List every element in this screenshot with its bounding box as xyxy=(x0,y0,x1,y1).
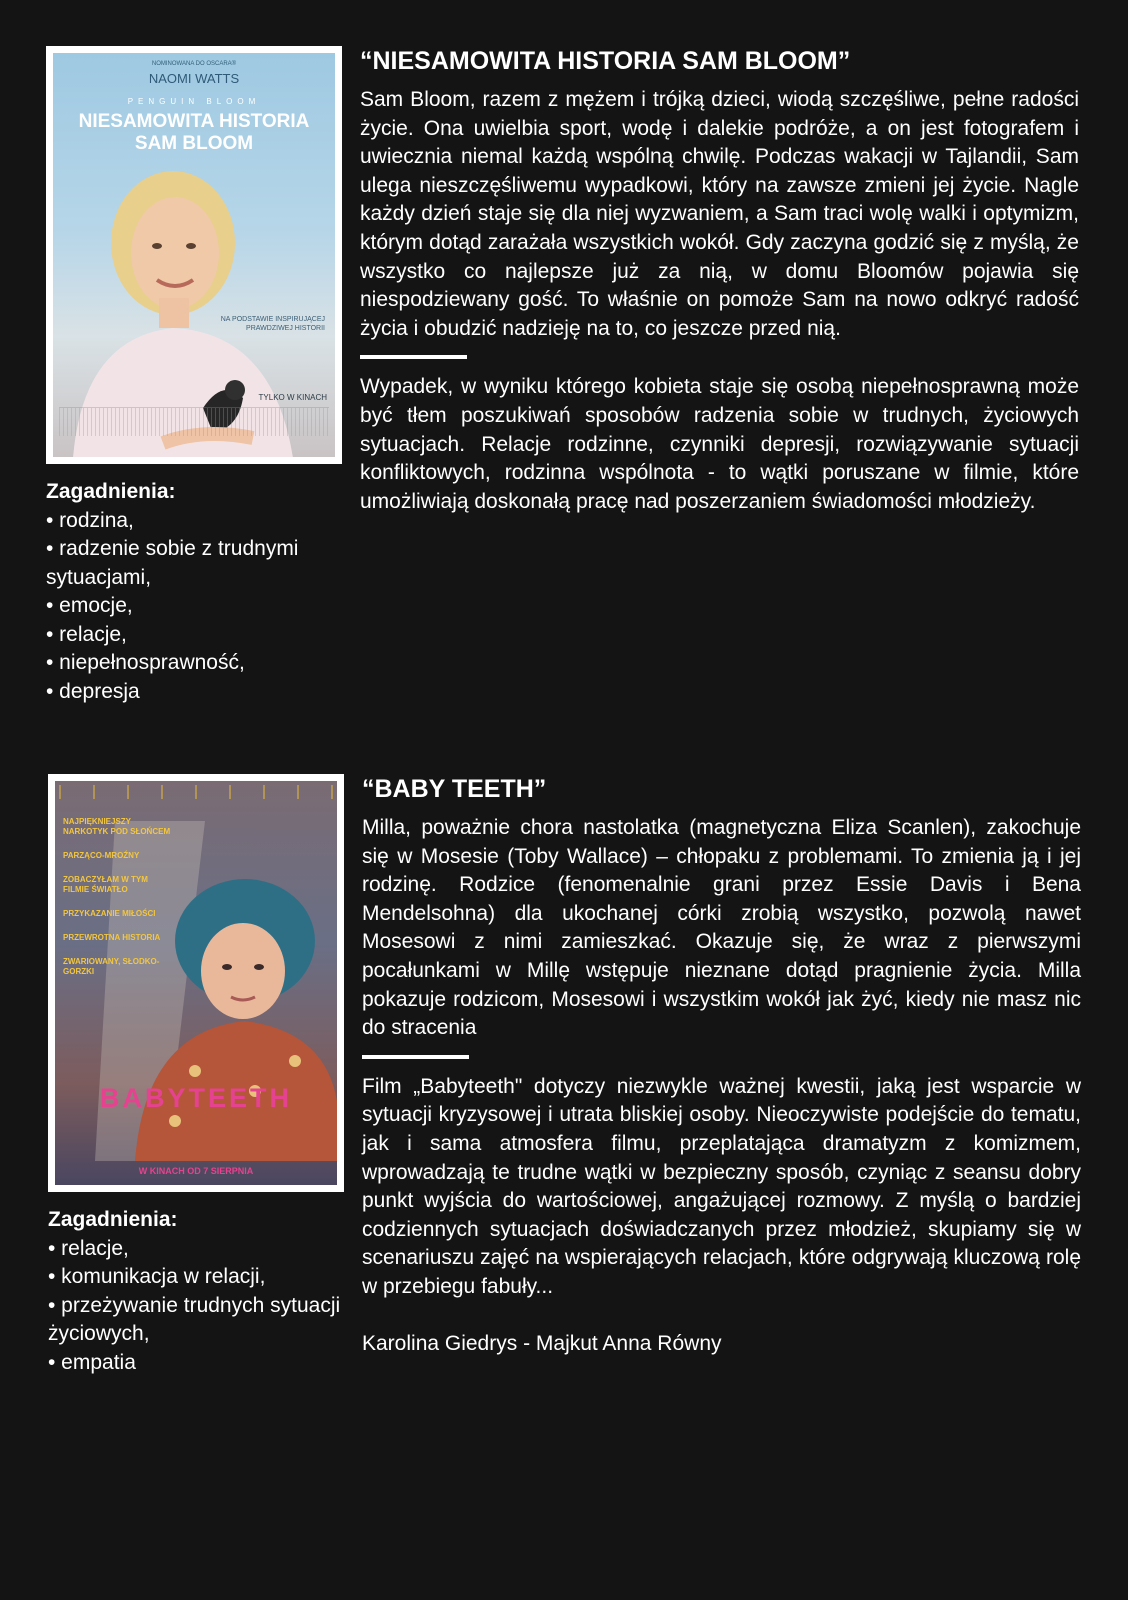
film-commentary: Wypadek, w wyniku którego kobieta staje się osobą niepełnosprawną może być tłem poszukiwań sposobów radzenia sobie w trudnych, życiowych sytuacjach. Relacje rodzinne, czynniki depresji, rozwiązywanie sytuacji konfliktowych, rodzinna wspólnota - to wątki poruszane w filmie, które umożliwiają doskonałą pracę nad poszerzaniem świadomości młodzieży. xyxy=(360,375,1079,513)
poster-title-line2: SAM BLOOM xyxy=(134,133,254,154)
topic-item: • niepełnosprawność, xyxy=(46,651,245,674)
poster-tagline-line2: PRAWDZIWEJ HISTORII xyxy=(246,325,325,332)
film-sidebar xyxy=(46,46,346,706)
topics-heading: Zagadnienia: xyxy=(48,1208,178,1231)
topic-item: • emocje, xyxy=(46,594,133,617)
poster-original-title: PENGUIN BLOOM xyxy=(127,97,261,106)
poster-release: W KINACH OD 7 SIERPNIA xyxy=(138,1166,254,1176)
topics-list xyxy=(46,478,346,706)
film-description: Milla, poważnie chora nastolatka (magnetyczna Eliza Scanlen), zakochuje się w Mosesie (Toby Wallace) – chłopaku z problemami. To zmienia ją i jej rodzinę. Rodzice (fenomenalnie grani przez Essie Davis i Bena Mendelsohna) dla ukochanej córki zrobią wszystko, pozwolą nawet Mosesowi z nimi zamieszkać. Okazuje się, że wraz z pierwszymi pocałunkami w Millę wstępuje nieznane dotąd pragnienie życia. Milla pokazuje rodzicom, Mosesowi i wszystkim wokół jak żyć, kiedy nie masz nic do stracenia xyxy=(362,816,1081,1040)
poster-quote: PRZYKAZANIE MIŁOŚCI xyxy=(63,909,156,918)
author-credit: Karolina Giedrys - Majkut Anna Równy xyxy=(362,1331,722,1355)
poster-review-quotes xyxy=(63,817,173,977)
film-title: “BABY TEETH” xyxy=(362,775,547,803)
poster-quote: ZWARIOWANY, SŁODKO-GORZKI xyxy=(63,957,160,976)
topic-item: • relacje, xyxy=(48,1236,129,1260)
film-title: “NIESAMOWITA HISTORIA SAM BLOOM” xyxy=(360,47,851,75)
poster-release: TYLKO W KINACH xyxy=(258,393,327,402)
poster-nomination: NOMINOWANA DO OSCARA® xyxy=(151,61,237,67)
poster-credits-block xyxy=(59,407,329,436)
poster-actor: NAOMI WATTS xyxy=(148,71,240,86)
topics-list xyxy=(48,1206,348,1377)
section-divider xyxy=(360,355,467,359)
topic-item: • komunikacja w relacji, xyxy=(48,1265,266,1288)
topics-heading: Zagadnienia: xyxy=(46,480,176,503)
poster-laurels xyxy=(59,785,333,799)
poster-quote: PARZĄCO-MROŹNY xyxy=(63,851,140,860)
topic-item: • relacje, xyxy=(46,622,127,646)
film-sidebar xyxy=(48,774,348,1377)
topic-item: • przeżywanie trudnych sytuacji życiowych, xyxy=(48,1293,341,1345)
film-poster xyxy=(46,46,342,464)
topic-item: • empatia xyxy=(48,1350,136,1374)
film-poster xyxy=(48,774,344,1192)
poster-artwork xyxy=(55,781,337,1185)
topic-item: • radzenie sobie z trudnymi sytuacjami, xyxy=(46,537,299,589)
poster-artwork xyxy=(53,53,335,457)
section-divider xyxy=(362,1055,469,1059)
film-description: Sam Bloom, razem z mężem i trójką dzieci, wiodą szczęśliwe, pełne radości życie. Ona uwielbia sport, wodę i dalekie podróże, a on jest fotografem i uwiecznia niemal każdą wspólną chwilę. Podczas wakacji w Tajlandii, Sam ulega nieszczęśliwemu wypadkowi, który na zawsze zmieni jej życie. Nagle każdy dzień staje się dla niej wyzwaniem, a Sam traci wolę walki i optymizm, którym dotąd zarażała wszystkich wokół. Gdy zaczyna godzić się z myślą, że wszystko co najlepsze już za nią, w domu Bloomów pojawia się niespodziewany gość. To właśnie on pomoże Sam na nowo odkryć radość życia i obudzić nadzieję na to, co jeszcze przed nią. xyxy=(360,88,1079,340)
poster-quote: NAJPIĘKNIEJSZY NARKOTYK POD SŁOŃCEM xyxy=(63,817,171,836)
poster-quote: ZOBACZYŁAM W TYM FILMIE ŚWIATŁO xyxy=(63,875,148,894)
topic-item: • rodzina, xyxy=(46,508,134,532)
film-commentary: Film „Babyteeth" dotyczy niezwykle ważnej kwestii, jaką jest wsparcie w sytuacji kryzysowej i utrata bliskiej osoby. Nieoczywiste podejście do tematu, jak i sama atmosfera filmu, przeplatająca dramatyzm z komizmem, wprowadzają te trudne wątki w bezpieczny sposób, czyniąc z seansu dobry punkt wyjścia do wartościowej, angażującej rozmowy. Z myślą o bardziej codziennych sytuacjach doświadczanych przez młodzież, skupiamy się w scenariuszu zajęć na wspierających relacjach, które odgrywają kluczową rolę w przebiegu fabuły... xyxy=(362,1074,1081,1298)
poster-title-line1: NIESAMOWITA HISTORIA xyxy=(78,111,310,132)
poster-tagline-line1: NA PODSTAWIE INSPIRUJĄCEJ xyxy=(220,316,325,323)
film-content xyxy=(362,774,1081,1358)
poster-title: BABYTEETH xyxy=(99,1083,292,1113)
film-content xyxy=(360,46,1079,516)
topic-item: • depresja xyxy=(46,679,140,703)
poster-quote: PRZEWROTNA HISTORIA xyxy=(63,933,161,942)
poster-tagline xyxy=(221,315,325,333)
